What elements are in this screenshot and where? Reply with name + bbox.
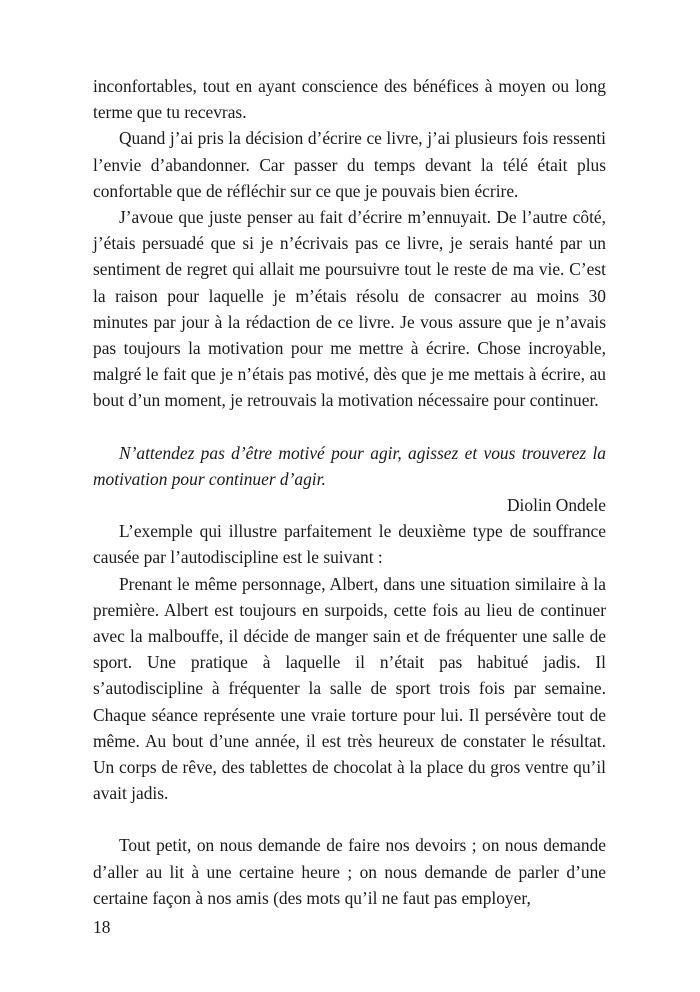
page-body: [93, 73, 606, 911]
paragraph-example-intro: L’exemple qui illustre parfaitement le deuxième type de souffrance causée par l’autodiscipline est le suivant :: [93, 521, 606, 568]
paragraph-albert: Prenant le même personnage, Albert, dans une situation similaire à la première. Albert est toujours en surpoids, cette fois au lieu de continuer avec la malbouffe, il décide de manger sain et de fréquenter une salle de sport. Une pratique à laquelle il n’était pas habitué jadis. Il s’autodiscipline à fréquenter la salle de sport trois fois par semaine. Chaque séance représente une vraie torture pour lui. Il persévère tout de même. Au bout d’une année, il est très heureux de constater le résultat. Un corps de rêve, des tablettes de chocolat à la place du gros ventre qu’il avait jadis.: [93, 573, 606, 804]
epigraph-quote: N’attendez pas d’être motivé pour agir, agissez et vous trouverez la motivation pour continuer d’agir.: [93, 442, 606, 489]
paragraph-confession: J’avoue que juste penser au fait d’écrire m’ennuyait. De l’autre côté, j’étais persuadé que si je n’écrivais pas ce livre, je serais hanté par un sentiment de regret qui allait me poursuivre tout le reste de ma vie. C’est la raison pour laquelle je m’étais résolu de consacrer au moins 30 minutes par jour à la rédaction de ce livre. Je vous assure que je n’avais pas toujours la motivation pour me mettre à écrire. Chose incroyable, malgré le fait que je n’étais pas motivé, dès que je me mettais à écrire, au bout d’un moment, je retrouvais la motivation nécessaire pour continuer.: [93, 207, 606, 411]
paragraph-continuation: inconfortables, tout en ayant conscience des bénéfices à moyen ou long terme que tu recevras.: [93, 76, 606, 123]
page-number: 18: [93, 917, 111, 937]
quote-author: Diolin Ondele: [506, 495, 606, 516]
paragraph-childhood: Tout petit, on nous demande de faire nos devoirs ; on nous demande d’aller au lit à une certaine heure ; on nous demande de parler d’une certaine façon à nos amis (des mots qu’il ne faut pas employer,: [93, 835, 606, 908]
paragraph-gap: [93, 806, 606, 832]
paragraph-decision: Quand j’ai pris la décision d’écrire ce livre, j’ai plusieurs fois ressenti l’envie d’abandonner. Car passer du temps devant la télé était plus confortable que de réfléchir sur ce que je pouvais bien écrire.: [93, 128, 606, 201]
paragraph-gap: [93, 414, 606, 440]
